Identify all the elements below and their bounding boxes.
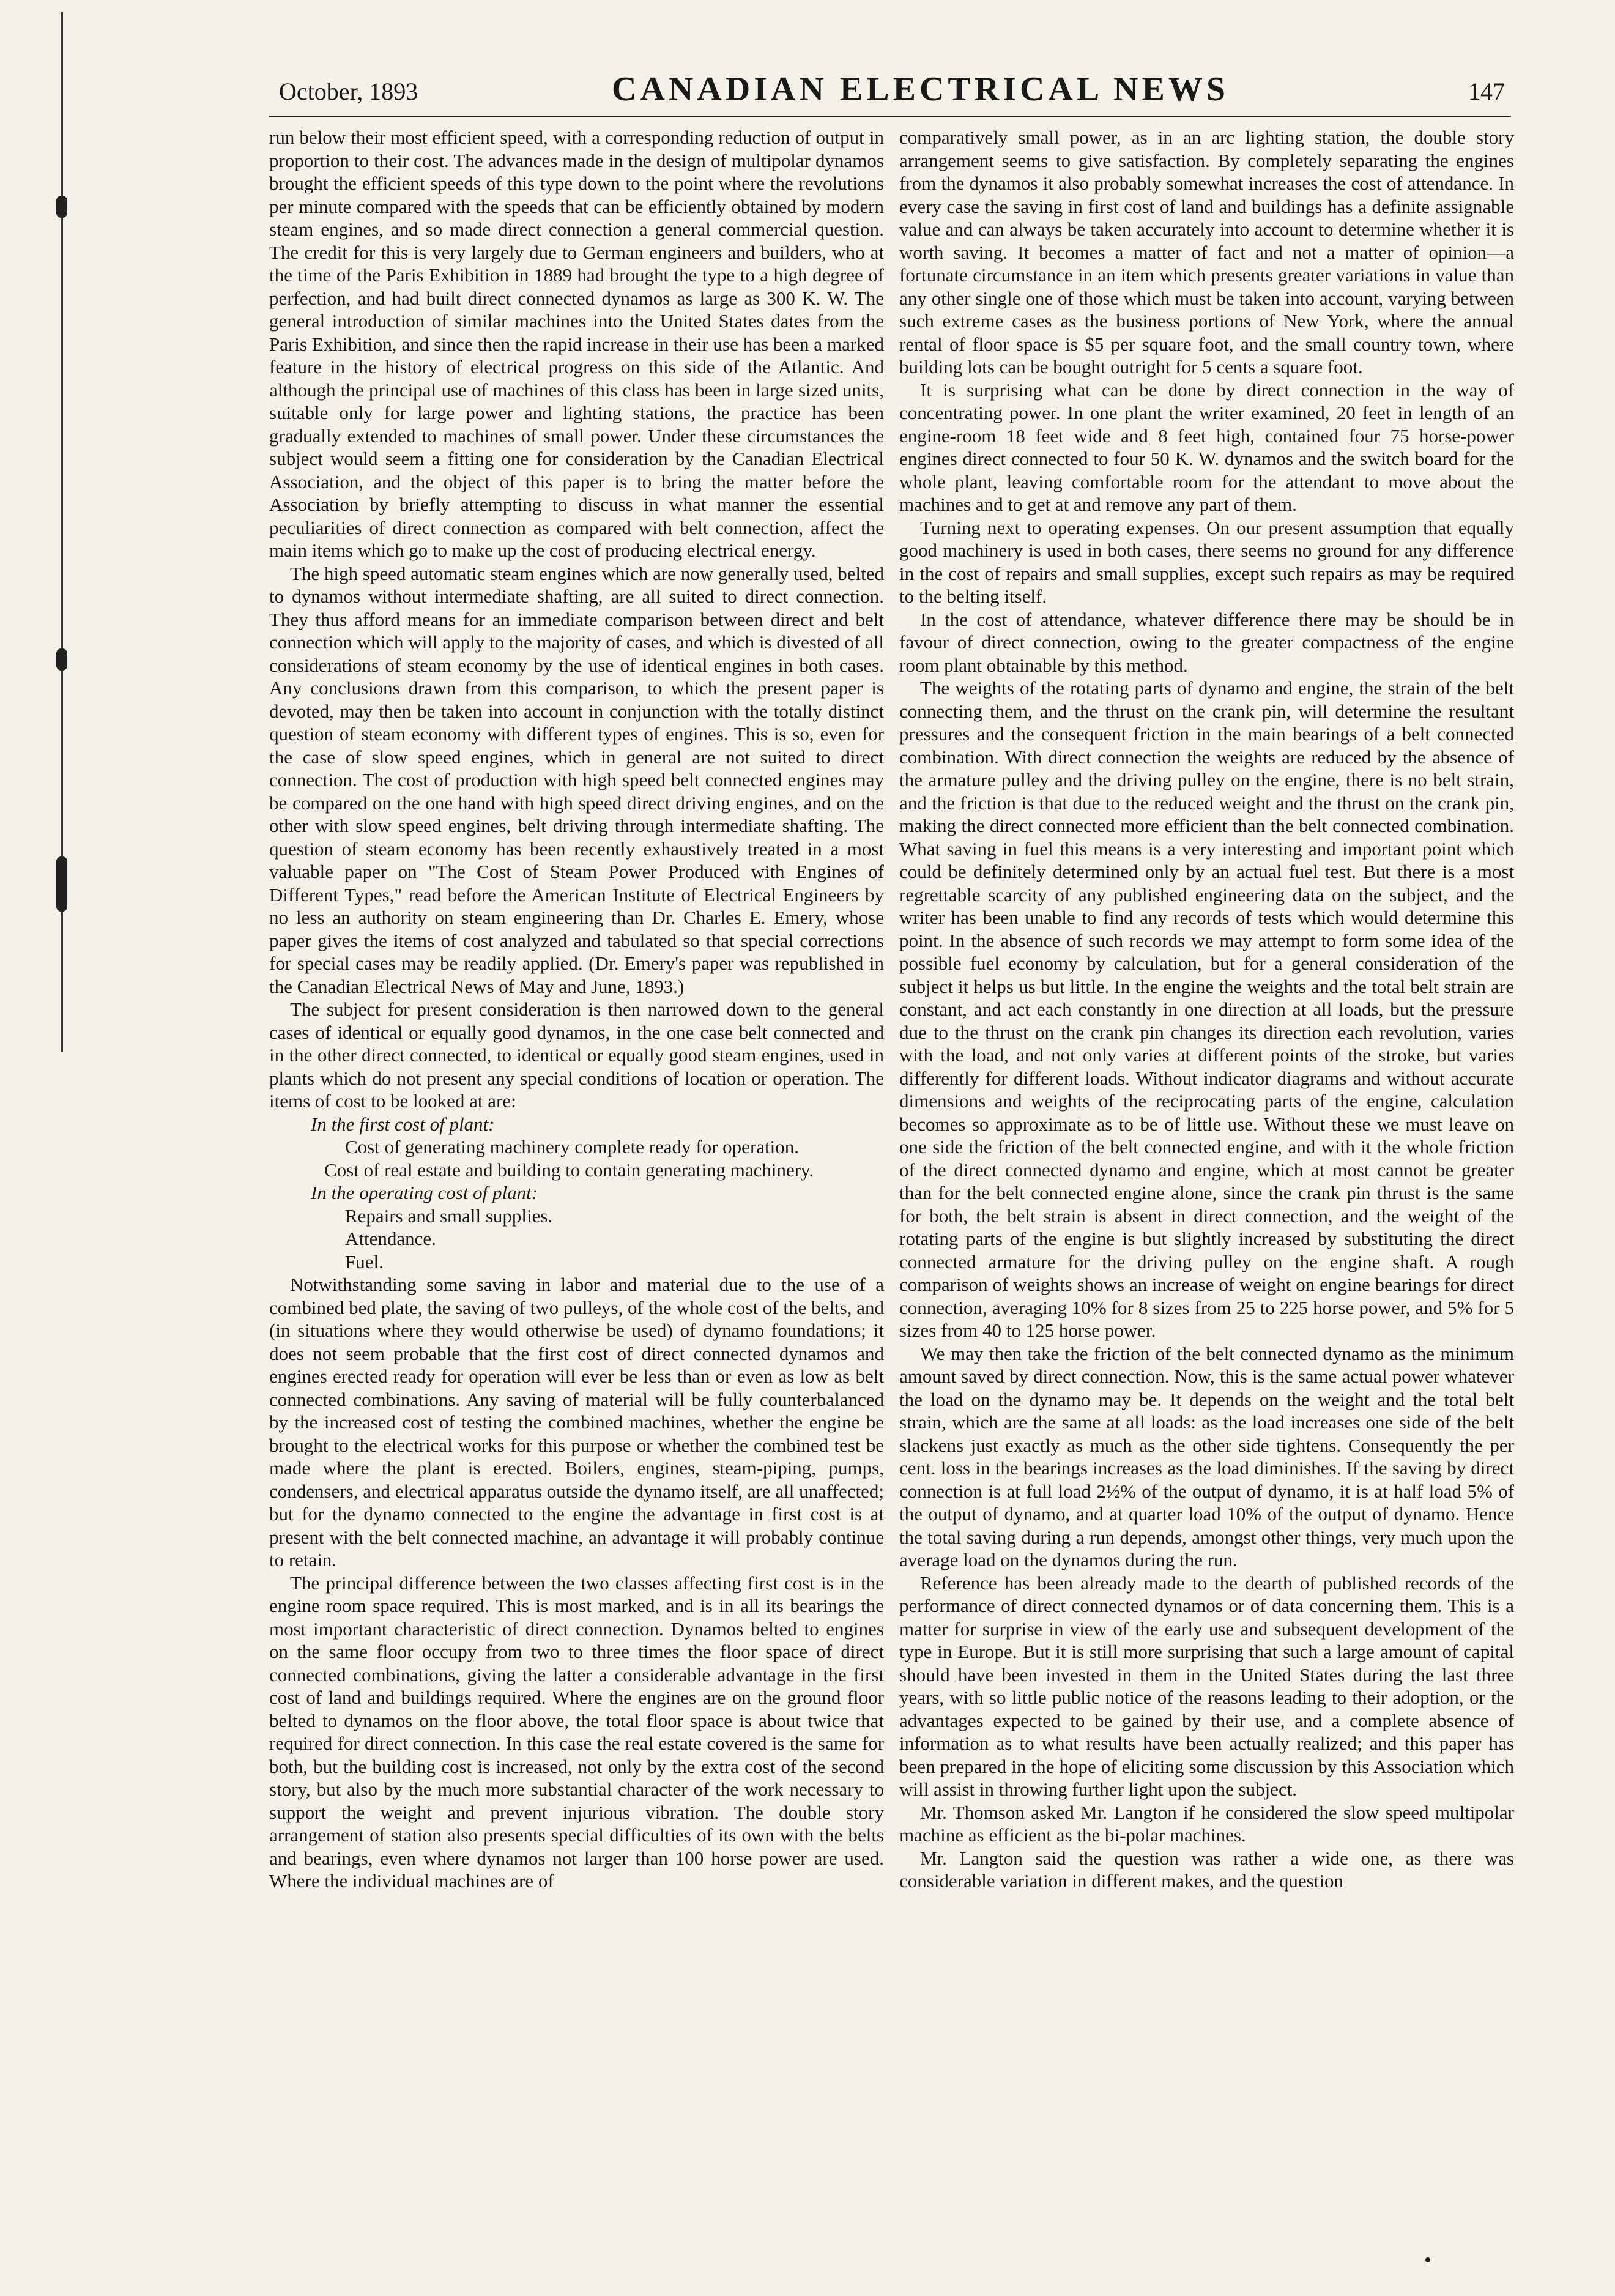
paragraph: The high speed automatic steam engines which are now generally used, belted to dynamos without intermediate shafting, are all suited to direct connection. They thus afford means for an immediate comparison between direct and belt connection which will apply to the majority of cases, and which is divested of all considerations of steam economy by the use of identical engines in both cases. Any conclusions drawn from this comparison, to which the present paper is devoted, may then be taken into account in conjunction with the totally distinct question of steam economy with different types of engines. This is so, even for the case of slow speed engines, which in general are not suited to direct connection. The cost of production with high speed belt connected engines may be compared on the one hand with high speed direct driving engines, and on the other with slow speed engines, belt driving through intermediate shafting. The question of steam economy has been recently exhaustively treated in a most valuable paper on "The Cost of Steam Power Produced with Engines of Different Types," read before the American Institute of Electrical Engineers by no less an authority on steam engineering than Dr. Charles E. Emery, whose paper gives the items of cost analyzed and tabulated so that special corrections for special cases may be readily applied. (Dr. Emery's paper was republished in the Canadian Electrical News of May and June, 1893.) [269, 562, 884, 997]
binding-edge [0, 0, 92, 2296]
paragraph: The principal difference between the two classes affecting first cost is in the engine room space required. This is most marked, and is in all its bearings the most important characteristic of direct connection. Dynamos belted to engines on the same floor occupy from two to three times the floor space of direct connected combinations, giving the latter a considerable advantage in the first cost of land and buildings required. Where the engines are on the ground floor belted to dynamos on the floor above, the total floor space is about twice that required for direct connection. In this case the real estate covered is the same for both, but the building cost is increased, not only by the extra cost of the second story, but also by the much more substantial character of the work necessary to support the weight and prevent injurious vibration. The double story arrangement of station also presents special difficulties of its own with the belts and bearings, even where dynamos not larger than 100 horse power are used. Where the individual machines are of [269, 1572, 884, 1892]
operating-cost-heading: In the operating cost of plant: [311, 1182, 538, 1203]
list-item: Repairs and small supplies. [345, 1205, 553, 1227]
first-cost-heading: In the first cost of plant: [311, 1113, 495, 1135]
page-number: 147 [1468, 78, 1505, 105]
right-column [899, 126, 1514, 2231]
paragraph: Mr. Langton said the question was rather a wide one, as there was considerable variation in different makes, and the question [899, 1847, 1514, 1892]
paragraph: run below their most efficient speed, with a corresponding reduction of output in proportion to their cost. The advances made in the design of multipolar dynamos brought the efficient speeds of this type down to the point where the revolutions per minute compared with the speeds that can be efficiently obtained by modern steam engines, and so made direct connection a general commercial question. The credit for this is very largely due to German engineers and builders, who at the time of the Paris Exhibition in 1889 had brought the type to a high degree of perfection, and had built direct connected dynamos as large as 300 K. W. The general introduction of similar machines into the United States dates from the Paris Exhibition, and since then the rapid increase in their use has been a marked feature in the history of electrical progress on this side of the Atlantic. And although the principal use of machines of this class has been in large sized units, suitable only for large power and lighting stations, the practice has been gradually extended to machines of small power. Under these circumstances the subject would seem a fitting one for consideration by the Canadian Electrical Association, and the object of this paper is to bring the matter before the Association by briefly attempting to discuss in what manner the essential peculiarities of direct connection as compared with belt connection, affect the main items which go to make up the cost of producing electrical energy. [269, 127, 884, 561]
publication-title: CANADIAN ELECTRICAL NEWS [612, 70, 1230, 108]
paragraph: Reference has been already made to the dearth of published records of the performance of direct connected dynamos or of data concerning them. This is a matter for surprise in view of the early use and subsequent development of the type in Europe. But it is still more surprising that such a large amount of capital should have been invested in them in the United States during the last three years, with so little public notice of the reasons leading to their adoption, or the advantages expected to be gained by their use, and a complete absence of information as to what results have been actually realized; and this paper has been prepared in the hope of eliciting some discussion by this Association which will assist in throwing further light upon the subject. [899, 1572, 1514, 1800]
header-rule [269, 116, 1511, 117]
list-item: Attendance. [345, 1228, 436, 1249]
paragraph: In the cost of attendance, whatever difference there may be should be in favour of direct connection, owing to the greater compactness of the engine room plant obtainable by this method. [899, 608, 1514, 676]
binding-mark [56, 856, 67, 912]
list-item: Cost of real estate and building to contain generating machinery. [324, 1159, 814, 1181]
list-item: Fuel. [345, 1250, 384, 1272]
paragraph: The subject for present consideration is then narrowed down to the general cases of identical or equally good dynamos, in the one case belt connected and in the other direct connected, to identical or equally good steam engines, used in plants which do not present any special conditions of location or operation. The items of cost to be looked at are: [269, 998, 884, 1112]
paragraph: Mr. Thomson asked Mr. Langton if he considered the slow speed multipolar machine as efficient as the bi-polar machines. [899, 1801, 1514, 1846]
list-item: Cost of generating machinery complete ready for operation. [345, 1136, 800, 1157]
paragraph: comparatively small power, as in an arc lighting station, the double story arrangement seems to give satisfaction. By completely separating the engines from the dynamos it also probably somewhat increases the cost of attendance. In every case the saving in first cost of land and buildings has a definite assignable value and can always be taken accurately into account to determine whether it is worth saving. It becomes a matter of fact and not a matter of opinion—a fortunate circumstance in an item which presents greater variations in value than any other single one of those which must be taken into account, varying between such extreme cases as the business portions of New York, where the annual rental of floor space is $5 per square foot, and the small country town, where building lots can be bought outright for 5 cents a square foot. [899, 127, 1514, 377]
newspaper-page [269, 67, 1514, 2245]
paragraph: Turning next to operating expenses. On our present assumption that equally good machinery is used in both cases, there seems no ground for any difference in the cost of repairs and small supplies, except such repairs as may be required to the belting itself. [899, 516, 1514, 607]
paragraph: We may then take the friction of the belt connected dynamo as the minimum amount saved by direct connection. Now, this is the same actual power whatever the load on the dynamo may be. It depends on the weight and the total belt strain, which are the same at all loads: as the load increases one side of the belt slackens just exactly as much as the other side tightens. Consequently the per cent. loss in the bearings increases as the load diminishes. If the saving by direct connection is at full load 2½% of the output of dynamo, it is at half load 5% of the output of dynamo, and at quarter load 10% of the output of dynamo. Hence the total saving during a run depends, amongst other things, very much upon the average load on the dynamos during the run. [899, 1342, 1514, 1570]
issue-date: October, 1893 [279, 78, 418, 105]
binding-mark [56, 648, 67, 671]
binding-mark [56, 196, 67, 218]
paragraph: Notwithstanding some saving in labor and material due to the use of a combined bed plate, the saving of two pulleys, of the whole cost of the belts, and (in situations where they would otherwise be used) of dynamo foundations; it does not seem probable that the first cost of direct connected dynamos and engines erected ready for operation will ever be less than or even as low as belt connected combinations. Any saving of material will be fully counterbalanced by the increased cost of testing the combined machines, whether the engine be brought to the electrical works for this purpose or whether the combined test be made where the plant is erected. Boilers, engines, steam-piping, pumps, condensers, and electrical apparatus outside the dynamo itself, are all unaffected; but for the dynamo connected to the engine the advantage in first cost is at present with the belt connected machine, an advantage it will probably continue to retain. [269, 1274, 884, 1570]
left-column [269, 126, 884, 2231]
paragraph: The weights of the rotating parts of dynamo and engine, the strain of the belt connecting them, and the thrust on the crank pin, will determine the resultant pressures and the consequent friction in the main bearings of a belt connected combination. With direct connection the weights are reduced by the absence of the armature pulley and the driving pulley on the engine, there is no belt strain, and the friction is that due to the reduced weight and the thrust on the crank pin, making the direct connected more efficient than the belt connected combination. What saving in fuel this means is a very interesting and important point which could be definitely determined only by an actual fuel test. But there is a most regrettable scarcity of any published engineering data on the subject, and the writer has been unable to find any records of tests which would determine this point. In the absence of such records we may attempt to form some idea of the possible fuel economy by calculation, but for a general consideration of the subject it helps us but little. In the engine the weights and the total belt strain are constant, and act each constantly in one direction at all loads, but the pressure due to the thrust on the crank pin changes its direction each revolution, varies with the load, and not only varies at different points of the stroke, but varies differently for different loads. Without indicator diagrams and without accurate dimensions and weights of the reciprocating parts of the engine, calculation becomes so approximate as to be of little use. Without these we must leave on one side the friction of the belt connected engine, and with it the whole friction of the direct connected dynamo and engine, which at most cannot be greater than for the belt connected engine alone, since the crank pin thrust is the same for both, the belt strain is absent in direct connection, and the weight of the rotating parts of the engine is but slightly increased by substituting the direct connected armature for the driving pulley on the engine shaft. A rough comparison of weights shows an increase of weight on engine bearings for direct connection, averaging 10% for 8 sizes from 25 to 225 horse power, and 5% for 5 sizes from 40 to 125 horse power. [899, 677, 1514, 1341]
page-header [269, 67, 1511, 116]
ink-speck [1425, 2257, 1430, 2262]
paragraph: It is surprising what can be done by direct connection in the way of concentrating power. In one plant the writer examined, 20 feet in length of an engine-room 18 feet wide and 8 feet high, contained four 75 horse-power engines direct connected to four 50 K. W. dynamos and the switch board for the whole plant, leaving comfortable room for the attendant to move about the machines and to get at and remove any part of them. [899, 379, 1514, 515]
